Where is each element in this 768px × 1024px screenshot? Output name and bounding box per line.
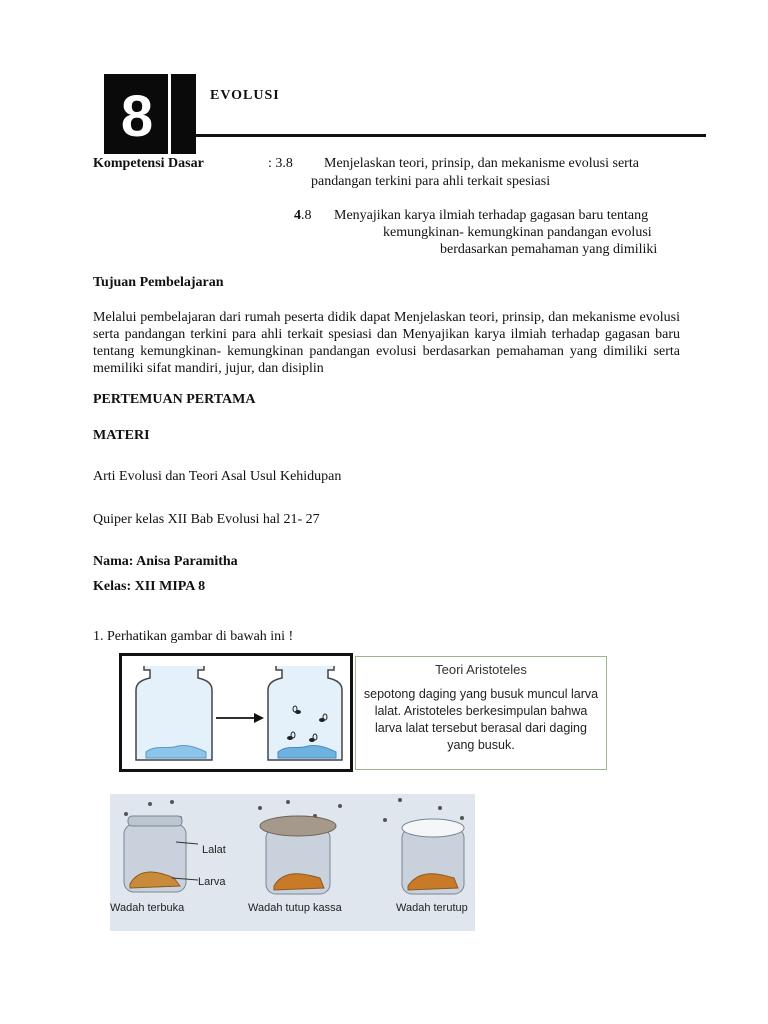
chapter-title: EVOLUSI [210, 88, 280, 103]
kd2-text-line2: kemungkinan- kemungkinan pandangan evolusi [383, 225, 652, 240]
label-larva: Larva [198, 876, 226, 888]
kd2-text-line3: berdasarkan pemahaman yang dimiliki [440, 242, 658, 257]
kd2-code: 4.8 [294, 208, 312, 223]
student-name: Nama: Anisa Paramitha [93, 554, 238, 569]
pertemuan-heading: PERTEMUAN PERTAMA [93, 392, 256, 407]
materi-heading: MATERI [93, 428, 150, 443]
kd1-text-line1: Menjelaskan teori, prinsip, dan mekanisme evolusi serta [324, 156, 639, 171]
kompetensi-label: Kompetensi Dasar [93, 156, 204, 171]
label-lalat: Lalat [202, 844, 226, 856]
student-class: Kelas: XII MIPA 8 [93, 579, 206, 594]
aristoteles-title: Teori Aristoteles [435, 662, 527, 677]
chapter-number: 8 [120, 84, 154, 149]
kd1-code: : 3.8 [268, 156, 293, 171]
kd2-text-line1: Menyajikan karya ilmiah terhadap gagasan baru tentang [334, 208, 649, 223]
header-rule [196, 134, 706, 137]
materi-topic: Arti Evolusi dan Teori Asal Usul Kehidupan [93, 469, 342, 484]
aristoteles-description: sepotong daging yang busuk muncul larva lalat. Aristoteles berkesimpulan bahwa larva lalat tersebut berasal dari daging yang busuk. [363, 687, 599, 752]
label-jar-gauze: Wadah tutup kassa [248, 902, 342, 914]
question-1: 1. Perhatikan gambar di bawah ini ! [93, 629, 294, 644]
materi-reference: Quiper kelas XII Bab Evolusi hal 21- 27 [93, 512, 320, 527]
chapter-box-divider [168, 74, 171, 154]
tujuan-heading: Tujuan Pembelajaran [93, 275, 224, 290]
label-jar-closed: Wadah terutup [396, 902, 468, 914]
kd1-text-line2: pandangan terkini para ahli terkait spesiasi [311, 174, 551, 189]
gauze-cover-icon [260, 816, 336, 836]
arrow-head-icon [254, 713, 264, 723]
tujuan-paragraph: Melalui pembelajaran dari rumah peserta didik dapat Menjelaskan teori, prinsip, dan mekanisme evolusi serta pandangan terkini para ahli terkait spesiasi dan Menyajikan karya ilmiah terhadap gagasan baru tentang kemungkinan- kemungkinan pandangan evolusi berdasarkan pemahaman yang dimiliki serta memiliki sifat mandiri, jujur, dan disiplin [93, 310, 680, 376]
jar-illustration-svg [122, 656, 350, 769]
open-jar-icon [136, 666, 212, 760]
label-jar-open: Wadah terbuka [110, 902, 185, 914]
lid-icon [402, 819, 464, 837]
jar-with-flies-icon [268, 666, 342, 760]
redi-experiment-illustration [110, 794, 475, 931]
jar-experiment-illustration [119, 653, 353, 772]
